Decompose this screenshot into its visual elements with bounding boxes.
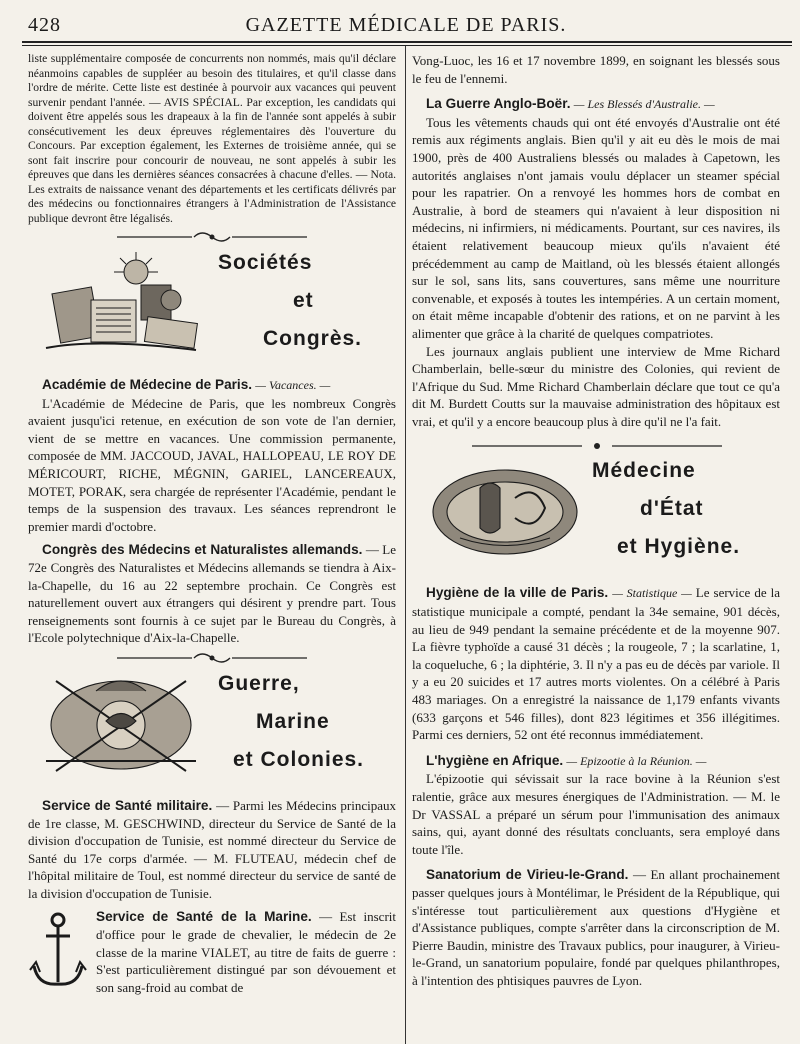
books-engraving-icon — [36, 250, 206, 358]
allegorical-engraving-icon — [420, 458, 590, 566]
article-body: — En allant prochainement passer quelques jours à Montélimar, le Président de la République, qui s'intéresse tout particulièrement aux questions d'Hygiène et d'Assistance publiques, compte s'arrêter dans la circonscription de M. Pierre Baudin, ministre des Travaux publics, pour inaugurer, à Virieu-le-Grand, un sanatorium populaire, fondé par quelques philanthropes, à l'intention des phtisiques pauvres de Lyon. — [412, 867, 780, 988]
banner-line-3: et Colonies. — [233, 747, 365, 771]
right-column — [412, 52, 780, 990]
article-title: Hygiène de la ville de Paris. — [426, 585, 609, 601]
header-rule-thick — [22, 41, 792, 43]
left-column — [28, 52, 396, 996]
flourish-ornament — [28, 651, 396, 665]
banner-line-2: et — [293, 289, 314, 312]
continued-paragraph: Vong-Luoc, les 16 et 17 novembre 1899, en soignant les blessés sous le feu de l'ennemi. — [412, 53, 780, 86]
journal-title: GAZETTE MÉDICALE DE PARIS. — [245, 14, 567, 36]
banner-line-2: d'État — [640, 497, 704, 521]
banner-line-3: et Hygiène. — [617, 535, 741, 559]
banner-line-1: Sociétés — [218, 251, 313, 274]
article-title: Académie de Médecine de Paris. — [42, 377, 253, 392]
article-title: L'hygiène en Afrique. — [426, 752, 564, 768]
article-subtitle: — Statistique — — [612, 586, 692, 601]
header-rule-thin — [22, 45, 792, 46]
article-body: L'Académie de Médecine de Paris, que les nombreux Congrès avaient jusqu'ici retenue, en exécution de son vote de l'an dernier, vient de se mettre en vacances. Une commission permanente, composée de MM. JACCOUD, JAVAL, HALLOPEAU, LE ROY DE MÉRICOURT, RICHE, MÉGNIN, GARIEL, LANCEREAUX, MOTET, PORAK, sera chargée de représenter l'Académie, pendant le temps de la suspension des travaux. Les séances reprendront le premier mardi d'octobre. — [28, 395, 396, 534]
article-subtitle: — Epizootie à la Réunion. — — [566, 753, 707, 768]
banner-line-1: Médecine — [592, 459, 696, 483]
banner-line-3: Congrès. — [263, 327, 363, 350]
article-title: Sanatorium de Virieu-le-Grand. — [426, 867, 629, 883]
page-header — [22, 14, 790, 44]
page-number: 428 — [28, 14, 61, 36]
article-body: — Le 72e Congrès des Naturalistes et Médecins allemands se tiendra à Aix-la-Chapelle, du 16 au 22 septembre prochain. Ce Congrès est naturellement ouvert aux étrangers qui désirent y prendre part. Tous renseignements sont fournis à ce sujet par le Bureau du Congrès, à l'Ecole polytechnique d'Aix-la-Chapelle. — [28, 542, 396, 646]
article-body: — Parmi les Médecins principaux de 1re classe, M. GESCHWIND, directeur du Service de Santé de la division d'occupation de Tunisie, est nommé directeur du Service de Santé du 17e corps d'armée. — M. FLUTEAU, médecin chef de l'hôpital militaire de Toul, est nommé directeur du service de santé de la division d'occupation de Tunisie. — [28, 797, 396, 901]
section-banner-guerre — [28, 669, 396, 789]
article-body: — Est inscrit d'office pour le grade de chevalier, le médecin de 2e classe de la marine VIALET, au titre de faits de guerre : S'est particulièrement distingué par son dévouement et son sang-froid au combat de — [96, 909, 396, 995]
intro-paragraph: liste supplémentaire composée de concurrents non nommés, mais qu'il déclare néanmoins capables de suppléer au besoin des titulaires, et qu'il classe dans l'ordre de mérite. Cette liste est destinée à pourvoir aux vacances qui peuvent survenir pendant l'année. — AVIS SPÉCIAL. Par exception, les candidats qui doivent être appelés sous les drapeaux à la fin de l'année sont appelés à subir consécutivement les deux épreuves réglementaires dès l'ouverture du Concours. Par exception également, les Externes de troisième année, qui se sont fait inscrire pour concourir de nouveau, ne sont appelés à subir les épreuves que dans les dernières séances consacrées à chacune d'elles. — Nota. Les extraits de naissance venant des départements et les certificats délivrés par des médecins ou fonctionnaires étrangers à l'Administration de l'Assistance publique devront être légalisés. — [28, 52, 396, 225]
article-body: Le service de la statistique municipale a compté, pendant la 34e semaine, 901 décès, au lieu de 949 pendant la semaine précédente et de la moyenne 907. La fièvre typhoïde a causé 31 décès ; la rougeole, 7 ; la scarlatine, 1, la coqueluche, 6 ; la diphtérie, 3. Il n'y a pas eu de décès par variole. Il y a eu 20 suicides et 17 autres morts violentes. On a célébré à Paris 483 mariages. On a enregistré la naissance de 1,179 enfants vivants (633 garçons et 546 filles), dont 823 légitimes et 356 illégitimes. Parmi ces derniers, 52 ont été reconnus immédiatement. — [412, 585, 781, 743]
military-trophy-engraving-icon — [36, 671, 206, 779]
banner-line-1: Guerre, — [218, 671, 300, 695]
column-divider — [405, 46, 406, 1044]
article-title: Service de Santé militaire. — [42, 797, 213, 813]
article-title: La Guerre Anglo-Boër. — [426, 96, 571, 112]
article-title: Service de Santé de la Marine. — [96, 909, 312, 925]
anchor-icon — [28, 910, 88, 992]
article-body: Tous les vêtements chauds qui ont été envoyés d'Australie ont été remis aux régiments anglais. Bien qu'il y ait eu dès le mois de mai 1900, près de 400 Australiens blessés ou malades à Capetown, les autorités anglaises n'ont jamais voulu déplacer un steamer spécial pour les rapatrier. On a renvoyé les hommes hors de combat en Australie, à bord de steamers qui n'avaient à leur disposition ni médecins, ni infirmiers, ni médicaments. Pourtant, sur ces navires, ils étaient relativement beaucoup mieux qu'ils n'avaient été précédemment au camp de Maitland, où les blessés étaient allongés sur le sol, sans lits, sans couvertures, sans même une nourriture convenable, et exposés à toutes les intempéries. A un certain moment, on était même incapable d'obtenir des rations, et on ne parvint à les alimenter que grâce à la charité de quelques compatriotes. — [412, 114, 780, 341]
section-banner-societes — [28, 248, 396, 368]
section-banner-medecine — [412, 456, 780, 576]
article-title: Congrès des Médecins et Naturalistes allemands. — [42, 542, 363, 558]
flourish-ornament — [28, 230, 396, 244]
banner-line-2: Marine — [256, 709, 330, 733]
article-body: Les journaux anglais publient une interview de Mme Richard Chamberlain, belle-sœur du ministre des Colonies, qui revient de l'Afrique du Sud. Mme Richard Chamberlain déclare que tout ce qu'a dit M. Burdett Coutts sur la mauvaise administration des hôpitaux est vrai, et qu'il y a encore beaucoup plus à dire qu'il ne l'a fait. — [412, 343, 780, 429]
article-subtitle: — Les Blessés d'Australie. — — [573, 97, 715, 112]
flourish-ornament — [412, 438, 780, 448]
article-body: L'épizootie qui sévissait sur la race bovine à la Réunion s'est ralentie, grâce aux mesures énergiques de l'Administration. — M. le Dr VASSAL a préparé un sérum pour l'immunisation des animaux sains, qui, ayant donné des résultats concluants, sera employé dans toute l'île. — [412, 771, 780, 857]
article-subtitle: — Vacances. — — [255, 378, 331, 392]
